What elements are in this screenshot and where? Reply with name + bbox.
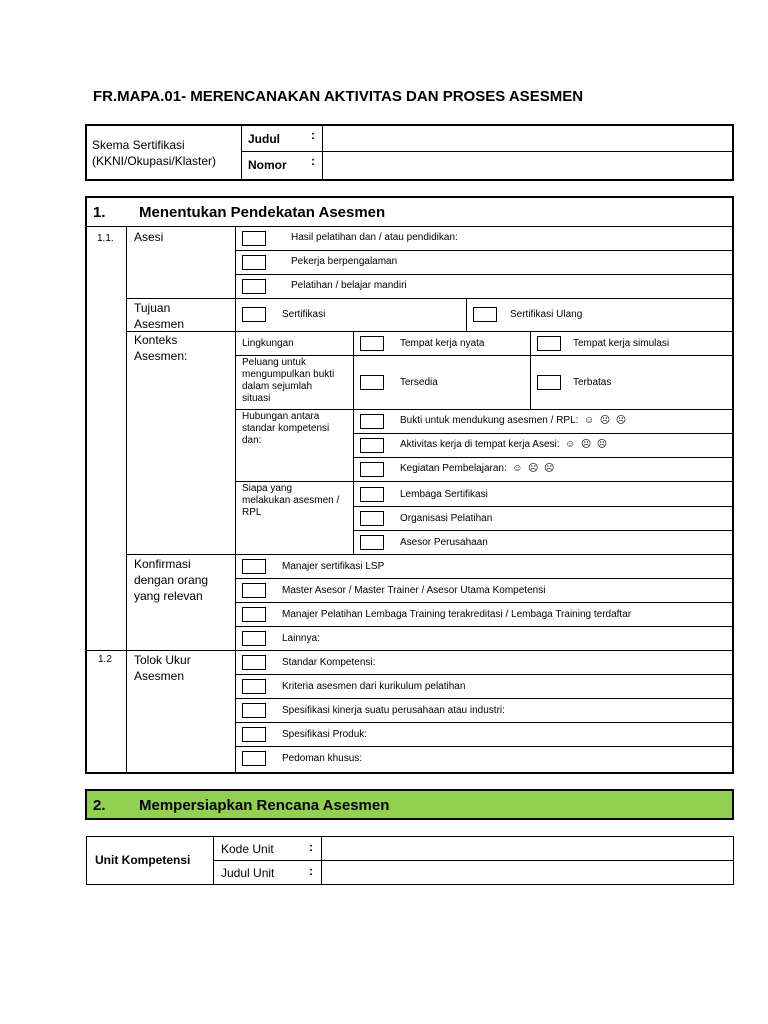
- siapa-label: Siapa yang melakukan asesmen / RPL: [242, 483, 340, 518]
- tolok-label: Tolok Ukur Asesmen: [134, 653, 191, 683]
- checkbox-tolok-spesifikasi-kinerja[interactable]: [242, 703, 266, 718]
- section2-title: Mempersiapkan Rencana Asesmen: [139, 797, 390, 814]
- checkbox-hubungan-kegiatan[interactable]: [360, 462, 384, 477]
- checkbox-hubungan-bukti[interactable]: [360, 414, 384, 429]
- checkbox-konfirmasi-manajer-lsp[interactable]: [242, 559, 266, 574]
- section1-number: 1.: [93, 204, 106, 221]
- option-asesi-pekerja: Pekerja berpengalaman: [291, 256, 398, 267]
- option-tolok-spesifikasi-kinerja: Spesifikasi kinerja suatu perusahaan atau industri:: [282, 705, 505, 716]
- checkbox-siapa-lembaga[interactable]: [360, 487, 384, 502]
- nomor-field[interactable]: [324, 153, 731, 178]
- checkbox-siapa-asesor[interactable]: [360, 535, 384, 550]
- option-konfirmasi-manajer-pelatihan: Manajer Pelatihan Lembaga Training terakreditasi / Lembaga Training terdaftar: [282, 609, 632, 620]
- judul-unit-label: Judul Unit: [221, 866, 275, 880]
- nomor-label: Nomor: [248, 158, 287, 172]
- konfirmasi-label: Konfirmasi dengan orang yang relevan: [134, 557, 209, 603]
- judul-unit-field[interactable]: [323, 862, 732, 883]
- option-tolok-spesifikasi-produk: Spesifikasi Produk:: [282, 729, 368, 740]
- checkbox-tempat-kerja-nyata[interactable]: [360, 336, 384, 351]
- tujuan-label: Tujuan Asesmen: [134, 301, 185, 331]
- checkbox-tempat-kerja-simulasi[interactable]: [537, 336, 561, 351]
- section1-title: Menentukan Pendekatan Asesmen: [139, 204, 386, 221]
- judul-unit-colon: :: [309, 864, 313, 878]
- kode-unit-field[interactable]: [323, 838, 732, 859]
- option-tujuan-sertifikasi: Sertifikasi: [282, 309, 326, 320]
- kode-unit-label: Kode Unit: [221, 842, 274, 856]
- option-tempat-kerja-simulasi: Tempat kerja simulasi: [573, 338, 670, 349]
- option-tolok-kriteria: Kriteria asesmen dari kurikulum pelatihan: [282, 681, 466, 692]
- skema-label: Skema Sertifikasi: [92, 138, 185, 152]
- skema-sub-label: (KKNI/Okupasi/Klaster): [92, 154, 217, 168]
- section2-header: [85, 789, 734, 820]
- option-hubungan-aktivitas: Aktivitas kerja di tempat kerja Asesi: ☺ ☹ ☹: [400, 439, 608, 450]
- option-peluang-tersedia: Tersedia: [400, 377, 438, 388]
- checkbox-asesi-pelatihan-mandiri[interactable]: [242, 279, 266, 294]
- page-title: FR.MAPA.01- MERENCANAKAN AKTIVITAS DAN PROSES ASESMEN: [93, 88, 584, 105]
- checkbox-tolok-kriteria[interactable]: [242, 679, 266, 694]
- checkbox-siapa-organisasi[interactable]: [360, 511, 384, 526]
- peluang-label: Peluang untuk mengumpulkan bukti dalam sejumlah situasi: [242, 357, 335, 404]
- checkbox-tujuan-sertifikasi-ulang[interactable]: [473, 307, 497, 322]
- checkbox-hubungan-aktivitas[interactable]: [360, 438, 384, 453]
- option-tolok-pedoman: Pedoman khusus:: [282, 753, 363, 764]
- asesi-label: Asesi: [134, 230, 164, 244]
- sub-number-1-1: 1.1.: [97, 233, 114, 244]
- judul-colon: :: [311, 128, 315, 142]
- option-konfirmasi-lainnya: Lainnya:: [282, 633, 320, 644]
- kode-unit-colon: :: [309, 840, 313, 854]
- checkbox-asesi-hasil-pelatihan[interactable]: [242, 231, 266, 246]
- checkbox-konfirmasi-master-asesor[interactable]: [242, 583, 266, 598]
- option-asesi-pelatihan-mandiri: Pelatihan / belajar mandiri: [291, 280, 407, 291]
- option-asesi-hasil-pelatihan: Hasil pelatihan dan / atau pendidikan:: [291, 232, 458, 243]
- checkbox-tolok-spesifikasi-produk[interactable]: [242, 727, 266, 742]
- section2-number: 2.: [93, 797, 106, 814]
- checkbox-tolok-standar[interactable]: [242, 655, 266, 670]
- judul-label: Judul: [248, 132, 280, 146]
- checkbox-tolok-pedoman[interactable]: [242, 751, 266, 766]
- option-hubungan-kegiatan: Kegiatan Pembelajaran: ☺ ☹ ☹: [400, 463, 555, 474]
- hubungan-label: Hubungan antara standar kompetensi dan:: [242, 411, 330, 446]
- option-siapa-lembaga: Lembaga Sertifikasi: [400, 489, 488, 500]
- option-peluang-terbatas: Terbatas: [573, 377, 612, 388]
- option-konfirmasi-manajer-lsp: Manajer sertifikasi LSP: [282, 561, 385, 572]
- checkbox-peluang-tersedia[interactable]: [360, 375, 384, 390]
- checkbox-peluang-terbatas[interactable]: [537, 375, 561, 390]
- lingkungan-label: Lingkungan: [242, 338, 294, 349]
- nomor-colon: :: [311, 154, 315, 168]
- checkbox-asesi-pekerja[interactable]: [242, 255, 266, 270]
- checkbox-konfirmasi-lainnya[interactable]: [242, 631, 266, 646]
- option-konfirmasi-master-asesor: Master Asesor / Master Trainer / Asesor Utama Kompetensi: [282, 585, 546, 596]
- sub-number-1-2: 1.2: [98, 654, 112, 665]
- option-tolok-standar: Standar Kompetensi:: [282, 657, 376, 668]
- option-hubungan-bukti: Bukti untuk mendukung asesmen / RPL: ☺ ☹ ☹: [400, 415, 627, 426]
- option-tempat-kerja-nyata: Tempat kerja nyata: [400, 338, 485, 349]
- option-siapa-asesor: Asesor Perusahaan: [400, 537, 488, 548]
- checkbox-konfirmasi-manajer-pelatihan[interactable]: [242, 607, 266, 622]
- option-tujuan-sertifikasi-ulang: Sertifikasi Ulang: [510, 309, 583, 320]
- konteks-label: Konteks Asesmen:: [134, 333, 188, 363]
- unit-kompetensi-label: Unit Kompetensi: [95, 853, 191, 867]
- option-siapa-organisasi: Organisasi Pelatihan: [400, 513, 493, 524]
- checkbox-tujuan-sertifikasi[interactable]: [242, 307, 266, 322]
- judul-field[interactable]: [324, 126, 731, 150]
